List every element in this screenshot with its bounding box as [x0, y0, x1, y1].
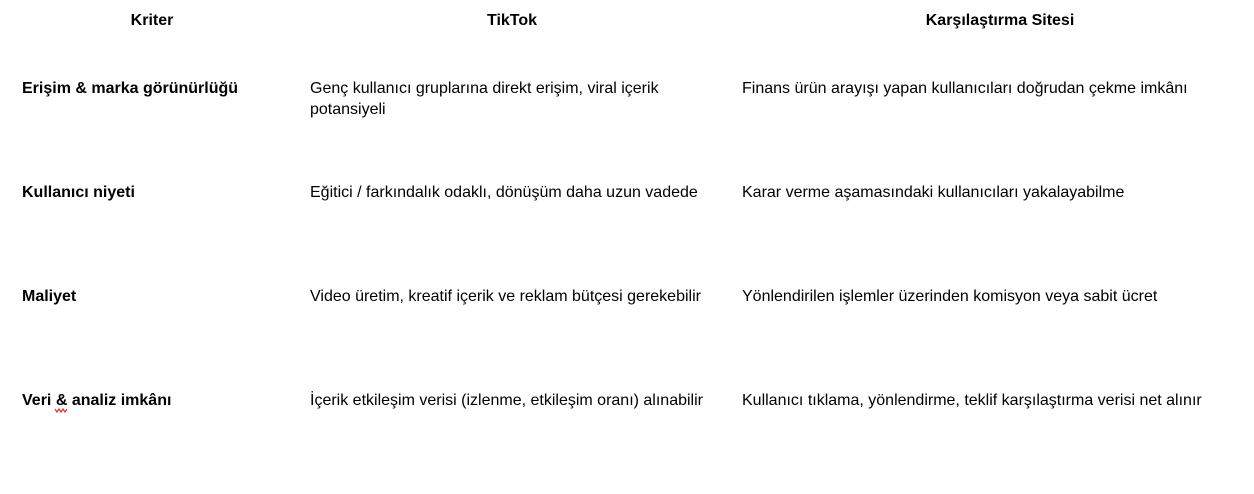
table-row [0, 78, 1254, 182]
spellcheck-underline-icon [55, 408, 67, 413]
comparison-site-cell: Kullanıcı tıklama, yönlendirme, teklif karşılaştırma verisi net alınır [742, 392, 1202, 409]
table-row [0, 286, 1254, 390]
header-comparison-site: Karşılaştırma Sitesi [925, 12, 1075, 29]
comparison-site-cell: Yönlendirilen işlemler üzerinden komisyon veya sabit ücret [742, 288, 1158, 305]
tiktok-cell: Eğitici / farkındalık odaklı, dönüşüm daha uzun vadede [310, 184, 698, 201]
table-row [0, 182, 1254, 286]
criterion-cell: Kullanıcı niyeti [22, 184, 135, 201]
criterion-cell [22, 390, 292, 411]
header-criterion: Kriter [130, 12, 174, 29]
comparison-site-cell: Finans ürün arayışı yapan kullanıcıları doğrudan çekme imkânı [742, 80, 1188, 97]
criterion-cell: Erişim & marka görünürlüğü [22, 80, 239, 97]
criterion-text-part: Veri [22, 392, 56, 409]
comparison-site-cell: Karar verme aşamasındaki kullanıcıları yakalayabilme [742, 184, 1125, 201]
spellcheck-flagged-word[interactable] [56, 390, 68, 411]
table-row [0, 390, 1254, 494]
tiktok-cell: İçerik etkileşim verisi (izlenme, etkileşim oranı) alınabilir [310, 392, 703, 409]
ampersand-text: & [55, 392, 68, 409]
tiktok-cell: Genç kullanıcı gruplarına direkt erişim, viral içerik potansiyeli [310, 80, 659, 118]
criterion-cell: Maliyet [22, 288, 77, 305]
criterion-text-part: analiz imkânı [67, 392, 172, 409]
header-tiktok: TikTok [486, 12, 538, 29]
tiktok-cell: Video üretim, kreatif içerik ve reklam bütçesi gerekebilir [310, 288, 701, 305]
